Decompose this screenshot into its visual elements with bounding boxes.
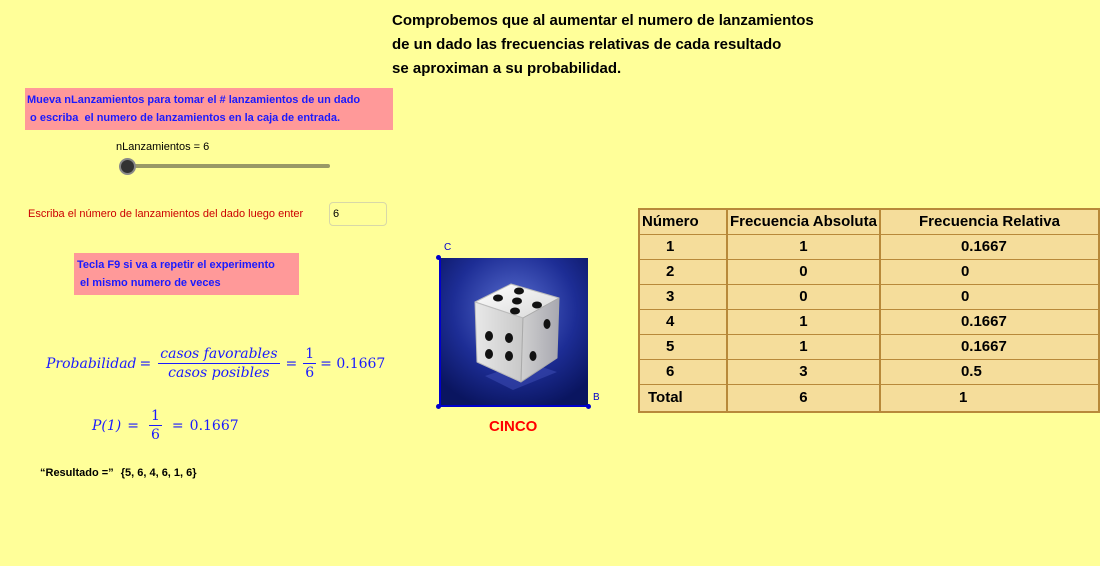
repeat-instructions-box	[74, 253, 299, 295]
p-one-fraction	[149, 408, 162, 443]
header-frecuencia-relativa: Frecuencia Relativa	[880, 209, 1099, 235]
slider-track[interactable]	[127, 164, 330, 168]
dice-result-label: CINCO	[489, 418, 538, 435]
entry-prompt: Escriba el número de lanzamientos del dado luego enter	[28, 208, 304, 220]
dice-five-icon	[441, 258, 588, 405]
cell-frecuencia-absoluta: 0	[727, 260, 880, 285]
probability-lhs: Probabilidad	[46, 355, 137, 372]
value-denominator: 6	[305, 365, 315, 381]
cell-numero: 3	[639, 285, 727, 310]
cell-numero: 6	[639, 360, 727, 385]
frequency-table	[638, 208, 1100, 413]
instruction-line-2: o escriba el numero de lanzamientos en la caja de entrada.	[27, 112, 341, 124]
table-row	[639, 335, 1099, 360]
header-frecuencia-absoluta: Frecuencia Absoluta	[727, 209, 880, 235]
cell-frecuencia-relativa: 0	[880, 285, 1099, 310]
repeat-line-2: el mismo numero de veces	[77, 277, 221, 289]
table-total-row	[639, 385, 1099, 413]
cell-numero: 4	[639, 310, 727, 335]
title-line-1: Comprobemos que al aumentar el numero de lanzamientos	[392, 12, 814, 29]
cell-frecuencia-absoluta: 1	[727, 310, 880, 335]
probability-result: = 0.1667	[320, 355, 386, 372]
title-line-3: se aproximan a su probabilidad.	[392, 60, 622, 77]
resultado-values: {5, 6, 4, 6, 1, 6}	[120, 467, 197, 479]
table-row	[639, 310, 1099, 335]
cell-numero: 2	[639, 260, 727, 285]
p-one-result: 0.1667	[189, 417, 239, 434]
p-one-formula: P(1) = $\frac{1}{6}$ = 0.1667	[92, 408, 239, 443]
cell-numero: 5	[639, 335, 727, 360]
point-a[interactable]	[436, 404, 441, 409]
corner-b-label: B	[593, 392, 600, 403]
nlanzamientos-input[interactable]	[329, 202, 387, 226]
title-line-2: de un dado las frecuencias relativas de cada resultado	[392, 36, 782, 53]
cell-frecuencia-relativa: 0.1667	[880, 310, 1099, 335]
dice-image[interactable]	[439, 258, 588, 407]
repeat-line-1: Tecla F9 si va a repetir el experimento	[77, 259, 275, 271]
cases-denominator: casos posibles	[168, 365, 270, 381]
cell-frecuencia-absoluta: 1	[727, 235, 880, 260]
p-one-denominator: 6	[151, 427, 160, 443]
cell-total-relativa: 1	[880, 385, 1099, 413]
cell-frecuencia-relativa: 0.1667	[880, 235, 1099, 260]
probability-formula: Probabilidad = $\frac{\text{casos favorables}}{\text{casos posibles}}$ = $\frac{1}{6}$ = 0.1667	[46, 346, 386, 381]
p-one-numerator: 1	[151, 408, 160, 424]
table-row	[639, 260, 1099, 285]
cell-frecuencia-relativa: 0	[880, 260, 1099, 285]
slider-instructions-box	[25, 88, 393, 130]
instruction-line-1: Mueva nLanzamientos para tomar el # lanzamientos de un dado	[27, 94, 361, 106]
cases-fraction	[158, 346, 279, 381]
cell-frecuencia-absoluta: 0	[727, 285, 880, 310]
value-numerator: 1	[305, 346, 315, 362]
table-row	[639, 360, 1099, 385]
cell-frecuencia-relativa: 0.1667	[880, 335, 1099, 360]
corner-c-label: C	[444, 242, 452, 253]
slider-knob[interactable]	[119, 158, 136, 175]
table-row	[639, 235, 1099, 260]
cell-frecuencia-relativa: 0.5	[880, 360, 1099, 385]
cell-frecuencia-absoluta: 3	[727, 360, 880, 385]
cell-total-absoluta: 6	[727, 385, 880, 413]
cell-frecuencia-absoluta: 1	[727, 335, 880, 360]
resultado-line	[40, 467, 197, 479]
cell-total-label: Total	[648, 389, 683, 406]
p-one-lhs: P(1)	[92, 417, 122, 434]
point-c[interactable]	[436, 255, 441, 260]
cell-numero: 1	[639, 235, 727, 260]
table-row	[639, 285, 1099, 310]
slider-label: nLanzamientos = 6	[116, 141, 210, 153]
header-numero: Número	[639, 209, 727, 235]
resultado-label: “Resultado =”	[40, 467, 114, 479]
cases-numerator: casos favorables	[160, 346, 278, 362]
point-b[interactable]	[586, 404, 591, 409]
value-fraction	[303, 346, 316, 381]
